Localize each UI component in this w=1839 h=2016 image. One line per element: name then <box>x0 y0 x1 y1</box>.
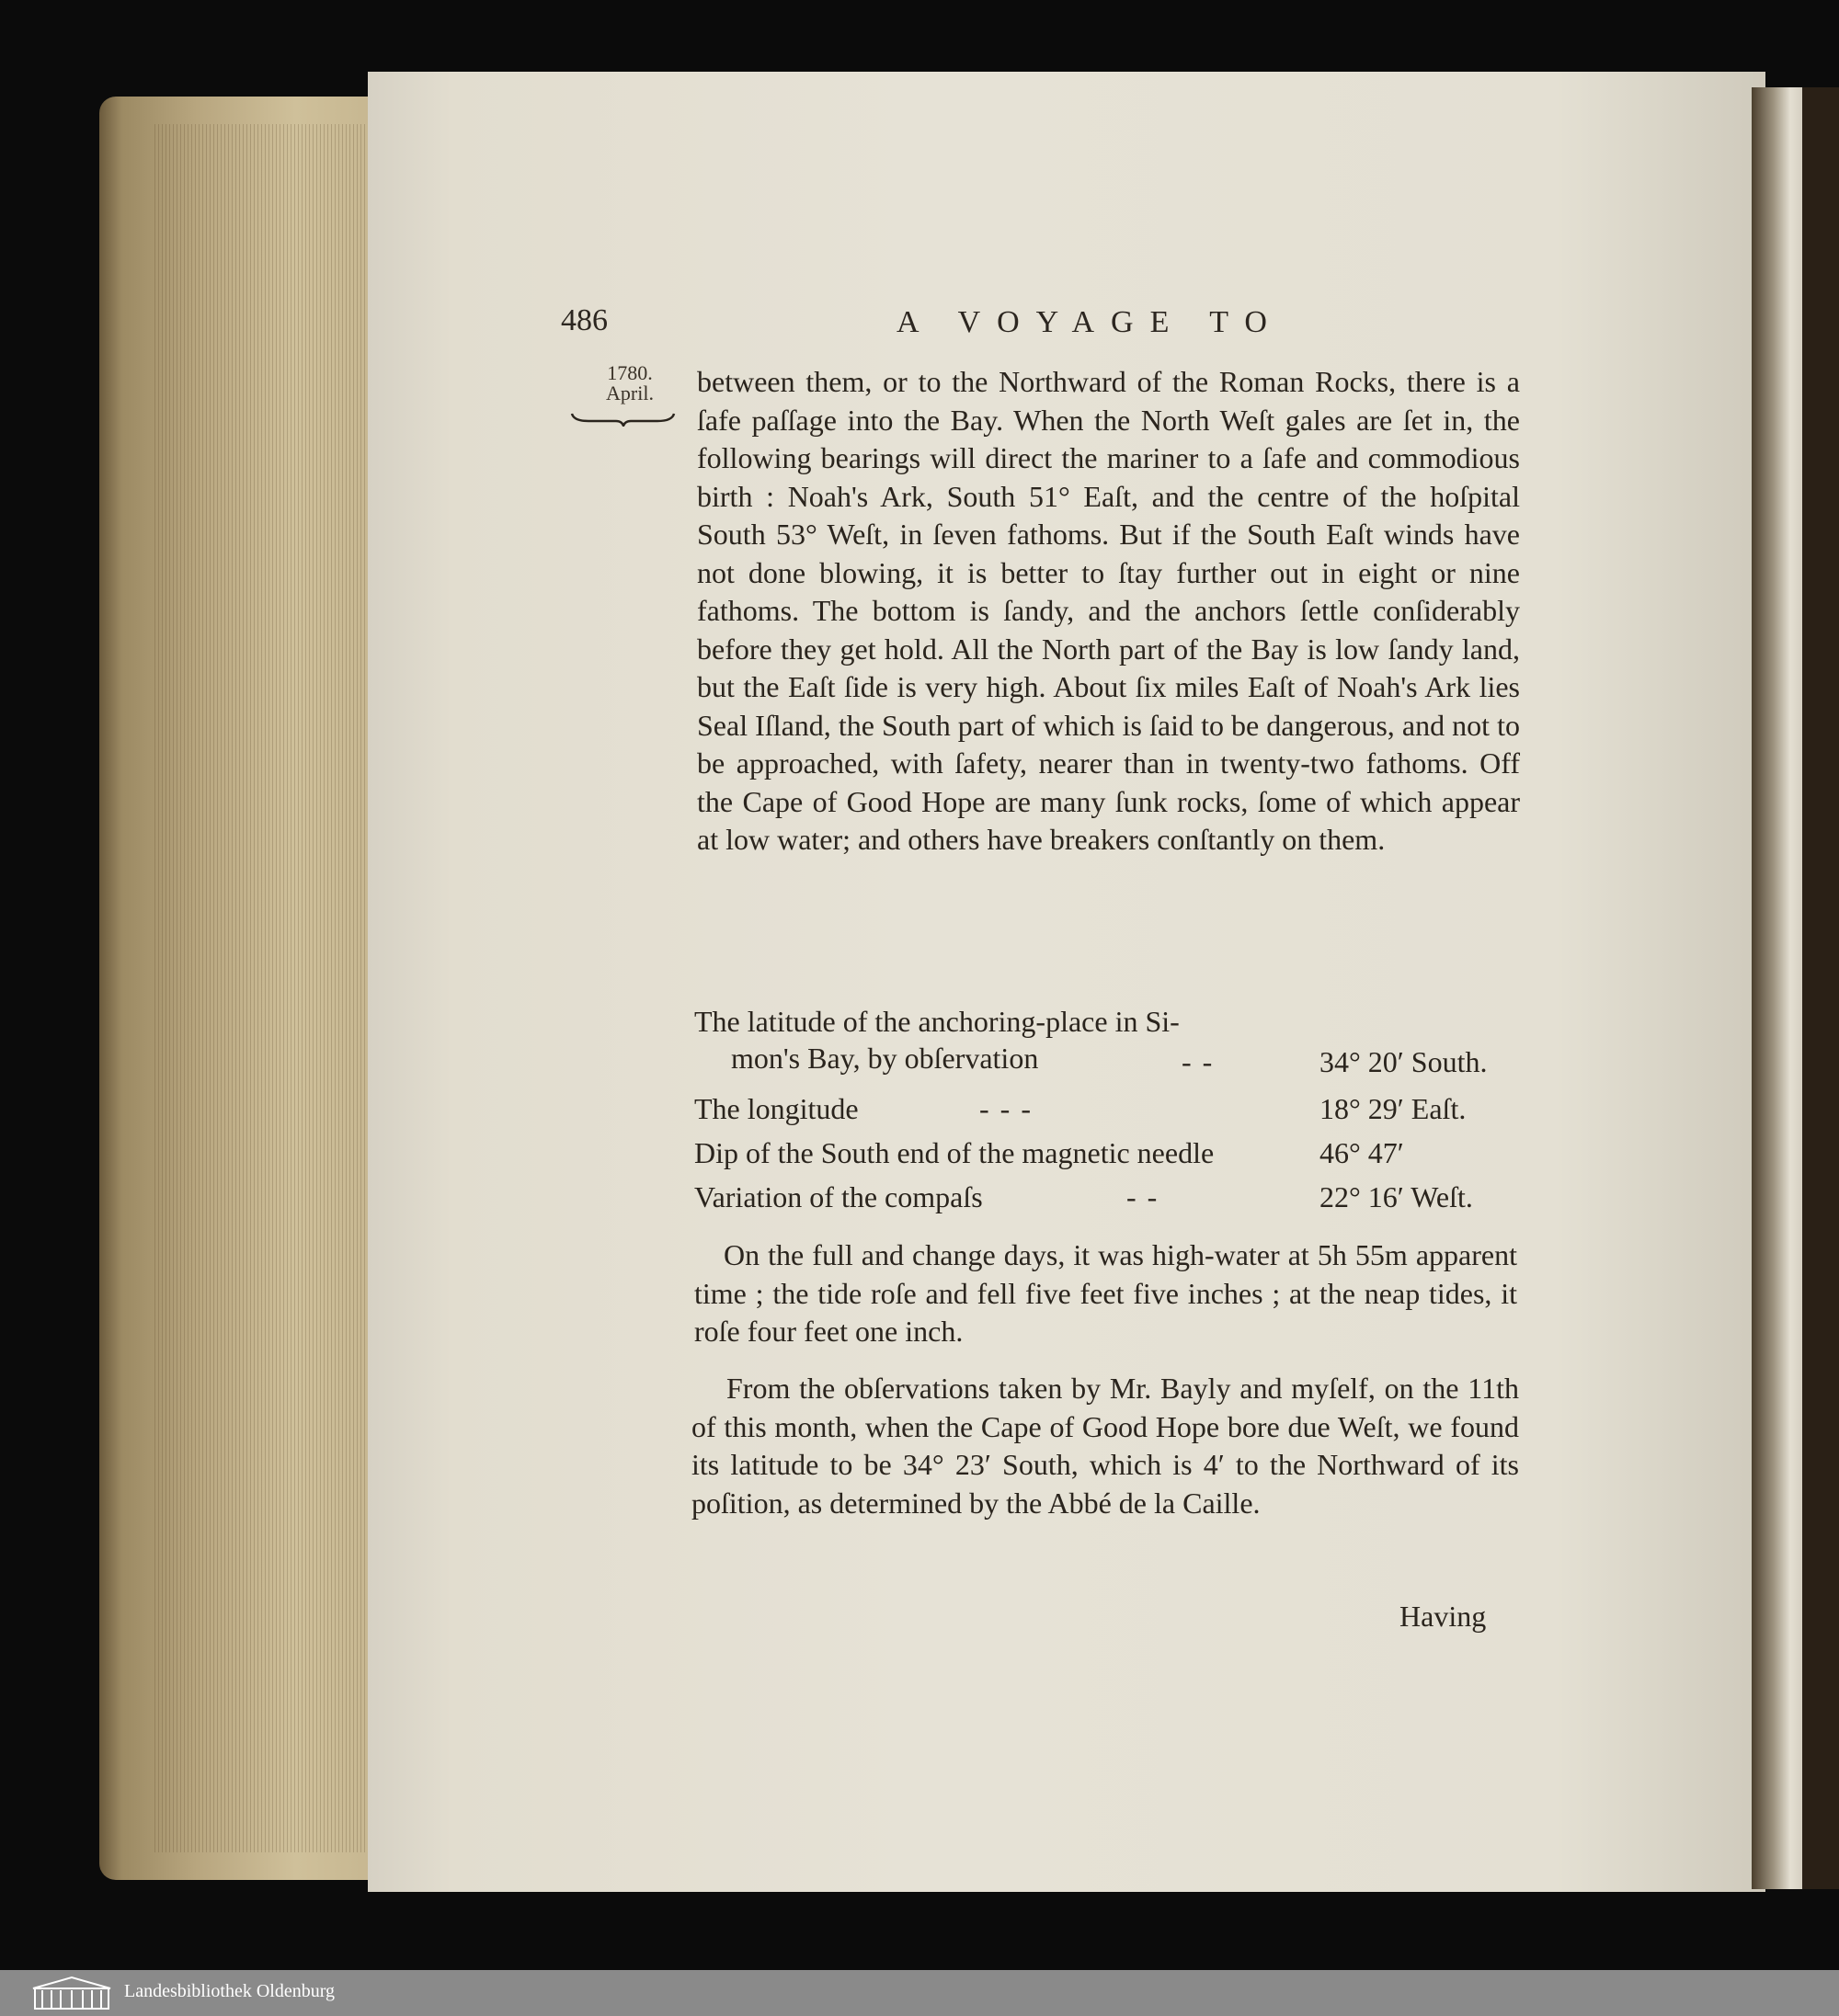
observation-label: Dip of the South end of the magnetic needle <box>694 1136 1215 1169</box>
observation-label-continued: mon's Bay, by obſervation <box>731 1042 1039 1075</box>
margin-date-note <box>579 363 680 404</box>
footer-bar <box>0 1970 1839 2016</box>
observation-value: 22° 16′ Weſt. <box>1319 1180 1473 1213</box>
observation-row-longitude <box>694 1092 1522 1136</box>
paragraph-cape-latitude: From the obſervations taken by Mr. Bayly and myſelf, on the 11th of this month, when the Cape of Good Hope bore due Weſt, we found its latitude to be 34° 23′ South, which is 4′ to the Northward of its poſition, as determined by the Abbé de la Caille. <box>691 1372 1519 1520</box>
library-name: Landesbibliothek Oldenburg <box>124 1981 336 2001</box>
observation-row-dip <box>694 1136 1522 1180</box>
observation-label: The latitude of the anchoring-place in Si- <box>694 1005 1180 1038</box>
observation-label: The longitude <box>694 1092 859 1125</box>
paragraph-tides: On the full and change days, it was high-water at 5h 55m apparent time ; the tide roſe and fell five feet five inches ; at the neap tides, it roſe four feet one inch. <box>694 1238 1517 1348</box>
catchword: Having <box>1399 1600 1487 1633</box>
observation-value: 46° 47′ <box>1319 1136 1404 1169</box>
book-fore-edge <box>99 97 380 1880</box>
observation-label: Variation of the compaſs <box>694 1180 983 1213</box>
margin-year: 1780. <box>607 361 653 384</box>
observation-row-variation <box>694 1180 1522 1224</box>
margin-month: April. <box>606 382 654 404</box>
book-cover-edge <box>1802 87 1839 1889</box>
leader-dashes: - - <box>1126 1180 1159 1213</box>
leader-dashes: - - - <box>979 1092 1033 1125</box>
observation-value: 34° 20′ South. <box>1319 1045 1488 1078</box>
observation-value: 18° 29′ Eaſt. <box>1319 1092 1467 1125</box>
brace-icon <box>570 412 676 427</box>
observation-table <box>694 1005 1522 1224</box>
facing-page-edge <box>1752 87 1807 1889</box>
running-head: A VOYAGE TO <box>897 305 1284 339</box>
paragraph-anchorage-description: between them, or to the Northward of the Roman Rocks, there is a ſafe paſſage into the Bay. When the North Weſt gales are ſet in, the following bearings will direct the mariner to a ſafe and commodious birth : Noah's Ark, South 51° Eaſt, and the centre of the hoſpital South 53° Weſt, in ſeven fathoms. But if the South Eaſt winds have not done blowing, it is better to ſtay further out in eight or nine fathoms. The bottom is ſandy, and the anchors ſettle conſiderably before they get hold. All the North part of the Bay is low ſandy land, but the Eaſt ſide is very high. About ſix miles Eaſt of Noah's Ark lies Seal Iſland, the South part of which is ſaid to be dangerous, and not to be approached, with ſafety, nearer than in twenty-two fathoms. Off the Cape of Good Hope are many ſunk rocks, ſome of which appear at low water; and others have breakers conſtantly on them. <box>697 365 1520 856</box>
page-number: 486 <box>561 303 608 337</box>
book-page <box>368 72 1765 1892</box>
leader-dashes: - - <box>1182 1045 1215 1078</box>
library-building-icon <box>29 1976 114 2010</box>
observation-row-latitude <box>694 1005 1522 1092</box>
